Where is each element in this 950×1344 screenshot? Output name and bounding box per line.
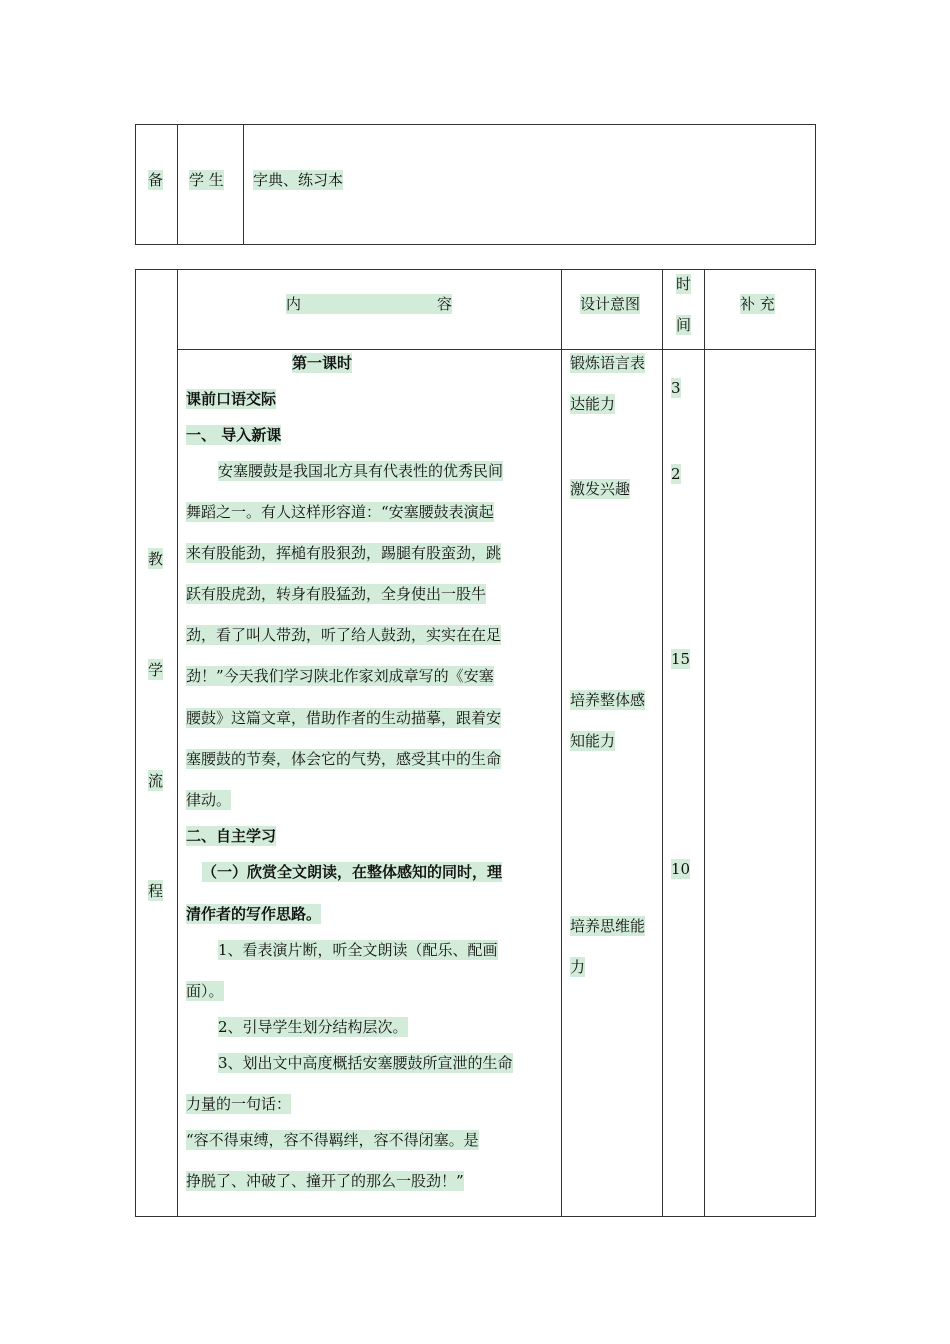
sub-1-line-1: （一）欣赏全文朗读，在整体感知的同时，理: [202, 863, 503, 881]
header-time-1: 时: [676, 275, 692, 293]
header-intent: 设计意图: [580, 295, 641, 313]
quote-line-2: 挣脱了、冲破了、撞开了的那么一股劲！”: [186, 1172, 464, 1190]
flow-divider-1: [177, 269, 178, 1217]
student-label: 学 生: [189, 171, 224, 189]
prep-divider-1: [177, 124, 178, 245]
item-3-line-2: 力量的一句话：: [186, 1095, 292, 1113]
para1-line-9: 律动。: [186, 791, 232, 809]
flow-table: [135, 269, 816, 1217]
item-2: 2、引导学生划分结构层次。: [218, 1018, 408, 1036]
item-3-line-1: 3、划出文中高度概括安塞腰鼓所宣泄的生命: [218, 1054, 513, 1072]
quote-line-1: “容不得束缚，容不得羁绊，容不得闭塞。是: [186, 1131, 479, 1149]
intent-3-line-2: 知能力: [570, 732, 616, 750]
para1-line-3: 来有股能劲，挥槌有股狠劲，踢腿有股蛮劲，跳: [186, 544, 502, 562]
section-2-heading: 二、自主学习: [186, 827, 277, 845]
header-supplement: 补 充: [740, 295, 775, 313]
time-3: 15: [671, 650, 691, 668]
header-time-2: 间: [676, 316, 692, 334]
sub-1-line-2: 清作者的写作思路。: [186, 905, 322, 923]
prep-divider-2: [243, 124, 244, 245]
item-1-line-2: 面）。: [186, 982, 224, 1000]
side-label-1: 教: [148, 550, 164, 568]
intent-4-line-2: 力: [570, 958, 586, 976]
para1-line-6: 劲！”今天我们学习陕北作家刘成章写的《安塞: [186, 667, 494, 685]
para1-line-2: 舞蹈之一。有人这样形容道：“安塞腰鼓表演起: [186, 503, 494, 521]
intent-3-line-1: 培养整体感: [570, 691, 646, 709]
time-2: 2: [671, 465, 681, 483]
side-label-3: 流: [148, 772, 164, 790]
flow-divider-3: [662, 269, 663, 1217]
para1-line-5: 劲，看了叫人带劲，听了给人鼓劲，实实在在足: [186, 626, 502, 644]
lesson-title: 第一课时: [292, 354, 353, 372]
flow-divider-4: [704, 269, 705, 1217]
para1-line-1: 安塞腰鼓是我国北方具有代表性的优秀民间: [218, 462, 504, 480]
section-1-heading: 一、 导入新课: [186, 426, 282, 444]
side-label-4: 程: [148, 882, 164, 900]
item-1-line-1: 1、看表演片断，听全文朗读（配乐、配画: [218, 941, 498, 959]
prep-label: 备: [148, 171, 164, 189]
time-4: 10: [671, 860, 691, 878]
para1-line-4: 跃有股虎劲，转身有股猛劲，全身使出一股牛: [186, 585, 487, 603]
intent-1-line-1: 锻炼语言表: [570, 354, 646, 372]
para1-line-7: 腰鼓》这篇文章，借助作者的生动描摹，跟着安: [186, 709, 502, 727]
para1-line-8: 塞腰鼓的节奏，体会它的气势，感受其中的生命: [186, 750, 502, 768]
header-content: 内 容: [286, 295, 452, 313]
intent-2: 激发兴趣: [570, 480, 631, 498]
flow-header-rule: [177, 349, 816, 350]
intent-4-line-1: 培养思维能: [570, 917, 646, 935]
side-label-2: 学: [148, 661, 164, 679]
intent-1-line-2: 达能力: [570, 395, 616, 413]
prep-table: [135, 124, 816, 245]
flow-divider-2: [561, 269, 562, 1217]
oral-heading: 课前口语交际: [186, 390, 277, 408]
time-1: 3: [671, 379, 681, 397]
student-materials: 字典、练习本: [253, 171, 344, 189]
